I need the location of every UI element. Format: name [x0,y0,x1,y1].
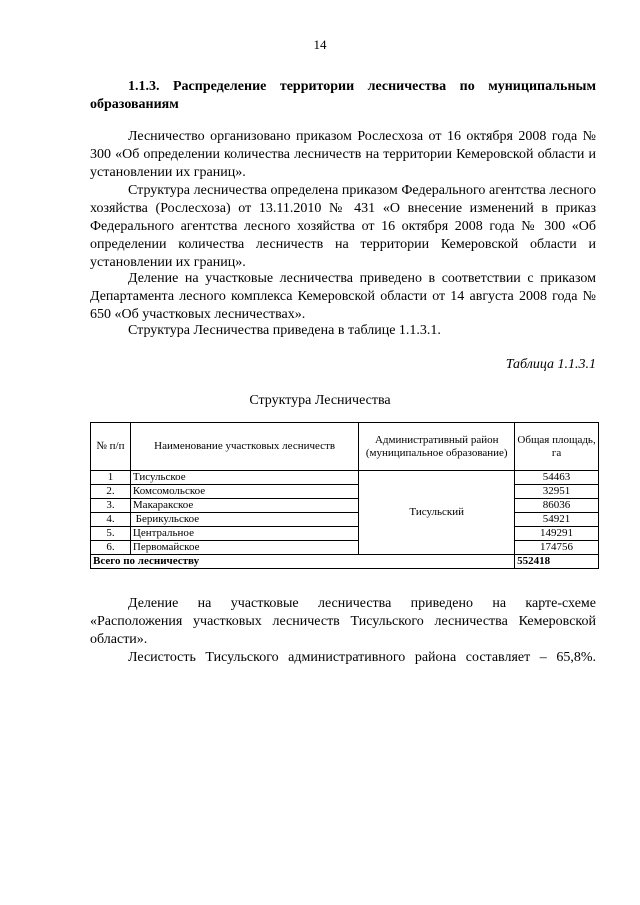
page-number: 14 [313,37,327,52]
section-title: Распределение территории лесничества по муниципальным образованиям [90,79,596,112]
table-row [91,499,599,513]
table-total-row [91,555,599,569]
row-number: 4. [91,513,131,527]
paragraph: Структура Лесничества приведена в таблице 1.1.3.1. [128,323,441,338]
district-cell: Тисульский [359,471,515,555]
row-number: 6. [91,541,131,555]
row-area: 54921 [515,513,599,527]
row-area: 86036 [515,499,599,513]
table-row [91,513,599,527]
total-value: 552418 [515,555,599,569]
row-area: 174756 [515,541,599,555]
row-area: 54463 [515,471,599,485]
header-name: Наименование участковых лесничеств [130,423,358,471]
paragraph: Лесничество организовано приказом Рослесхоза от 16 октября 2008 года № 300 «Об определении количества лесничеств на территории Кемеровской области и установлении их границ». [90,129,596,180]
paragraph: Структура лесничества определена приказом Федерального агентства лесного хозяйства (Рослесхоза) от 13.11.2010 № 431 «О внесение изменений в приказ Федерального агентства лесного хозяйства от 16 октября 2008 года № 300 «Об определении количества лесничеств на территории Кемеровской области и установлении их границ». [90,183,596,270]
row-name: Макаракское [130,499,358,513]
table-header-row [91,423,599,471]
section-heading [90,78,596,114]
row-name: Центральное [130,527,358,541]
row-name: Тисульское [130,471,358,485]
paragraph: Деление на участковые лесничества приведено на карте-схеме «Расположения участковых лесничеств Тисульского лесничества Кемеровской области». [90,596,596,647]
row-name: Берикульское [130,513,358,527]
row-number: 3. [91,499,131,513]
paragraph: Деление на участковые лесничества приведено в соответствии с приказом Департамента лесного комплекса Кемеровской области от 14 августа 2008 года № 650 «Об участковых лесничествах». [90,271,596,322]
row-name: Первомайское [130,541,358,555]
paragraph: Лесистость Тисульского административного района составляет – 65,8%. [128,650,596,665]
table-row [91,485,599,499]
header-number: № п/п [91,423,131,471]
header-area: Общая площадь, га [515,423,599,471]
row-name: Комсомольское [130,485,358,499]
table-row [91,471,599,485]
row-area: 32951 [515,485,599,499]
row-area: 149291 [515,527,599,541]
row-number: 1 [91,471,131,485]
table-caption: Таблица 1.1.3.1 [505,357,596,372]
table-row [91,527,599,541]
table-title: Структура Лесничества [249,393,391,408]
header-district: Административный район (муниципальное образование) [359,423,515,471]
row-number: 2. [91,485,131,499]
forestry-structure-table [90,422,599,569]
total-label: Всего по лесничеству [91,555,515,569]
row-number: 5. [91,527,131,541]
table-row [91,541,599,555]
section-number: 1.1.3. [128,79,160,94]
